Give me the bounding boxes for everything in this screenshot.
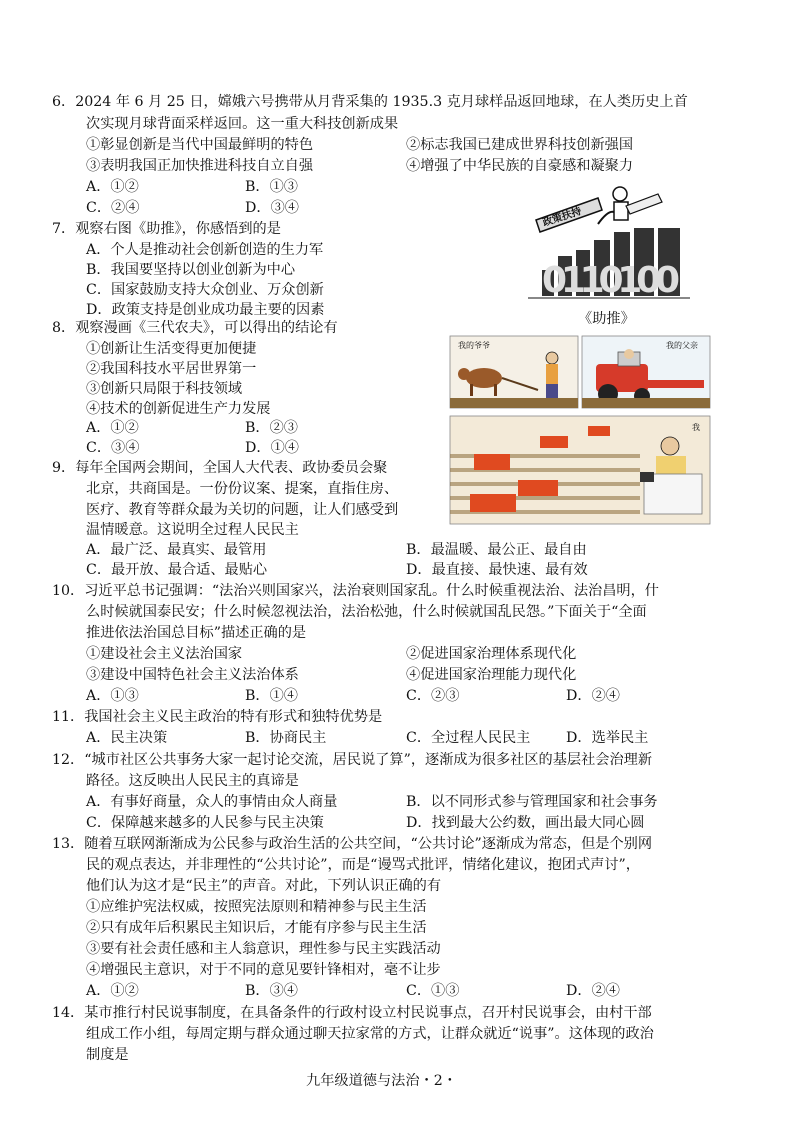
q13-statement-1: ①应维护宪法权威，按照宪法原则和精神参与民主生活 (86, 899, 427, 915)
q9-option-d: D．最直接、最快速、最有效 (406, 562, 588, 578)
q9-stem-line2: 北京，共商国是。一份份议案、提案，直指住房、 (86, 481, 399, 497)
q9-stem-line1: 9．每年全国两会期间，全国人大代表、政协委员会聚 (52, 460, 388, 476)
q6-option-a: A．①② (86, 179, 139, 195)
q11-option-c: C．全过程人民民主 (406, 730, 531, 746)
q12-option-d: D．找到最大公约数，画出最大同心圆 (406, 815, 645, 831)
q9-option-b: B．最温暖、最公正、最自由 (406, 542, 587, 558)
q6-option-d: D．③④ (245, 200, 299, 216)
q8-option-b: B．②③ (245, 420, 298, 436)
q14-stem-line3: 制度是 (86, 1047, 129, 1063)
q8-stem: 8．观察漫画《三代农夫》，可以得出的结论有 (52, 320, 338, 336)
q11-option-d: D．选举民主 (566, 730, 649, 746)
q8-option-d: D．①④ (245, 440, 299, 456)
cartoon-zhutui (528, 180, 690, 302)
q8-option-a: A．①② (86, 420, 139, 436)
q6-statement-4: ④增强了中华民族的自豪感和凝聚力 (406, 158, 634, 174)
label-me: 我 (692, 423, 700, 432)
q6-stem-line2: 次实现月球背面采样返回。这一重大科技创新成果 (86, 116, 399, 132)
q12-option-b: B．以不同形式参与管理国家和社会事务 (406, 794, 658, 810)
q6-statement-2: ②标志我国已建成世界科技创新强国 (406, 137, 634, 153)
q14-stem-line1: 14．某市推行村民说事制度，在具备条件的行政村设立村民说事点，召开村民说事会，由村干部 (52, 1005, 652, 1021)
q8-statement-1: ①创新让生活变得更加便捷 (86, 341, 257, 357)
q7-option-b: B．我国要坚持以创业创新为中心 (86, 262, 296, 278)
q11-option-a: A．民主决策 (86, 730, 168, 746)
cartoon-banner-text: 政策扶持 (541, 206, 583, 229)
q13-stem-line3: 他们认为这才是“民主”的声音。对此，下列认识正确的有 (86, 878, 442, 894)
q8-statement-2: ②我国科技水平居世界第一 (86, 361, 257, 377)
q10-statement-2: ②促进国家治理体系现代化 (406, 646, 577, 662)
q13-option-d: D．②④ (566, 983, 620, 999)
q10-statement-3: ③建设中国特色社会主义法治体系 (86, 667, 299, 683)
q13-stem-line1: 13．随着互联网渐渐成为公民参与政治生活的公共空间，“公共讨论”逐渐成为常态，但是个别网 (52, 836, 653, 852)
q9-option-c: C．最开放、最合适、最贴心 (86, 562, 268, 578)
q13-statement-3: ③要有社会责任感和主人翁意识，理性参与民主实践活动 (86, 941, 441, 957)
q12-option-c: C．保障越来越多的人民参与民主决策 (86, 815, 324, 831)
q13-option-a: A．①② (86, 983, 139, 999)
q13-statement-2: ②只有成年后积累民主知识后，才能有序参与民主生活 (86, 920, 427, 936)
q13-option-b: B．③④ (245, 983, 298, 999)
q7-stem: 7．观察右图《助推》，你感悟到的是 (52, 221, 281, 237)
q14-stem-line2: 组成工作小组，每周定期与群众通过聊天拉家常的方式，让群众就近“说事”。这体现的政治 (86, 1026, 654, 1042)
q7-option-c: C．国家鼓励支持大众创业、万众创新 (86, 282, 324, 298)
q12-stem-line1: 12．“城市社区公共事务大家一起讨论交流，居民说了算”，逐渐成为很多社区的基层社会治理新 (52, 752, 653, 768)
q10-statement-4: ④促进国家治理能力现代化 (406, 667, 577, 683)
cartoon-three-generations-drawing (448, 334, 712, 526)
q9-stem-line3: 医疗、教育等群众最为关切的问题，让人们感受到 (86, 502, 399, 518)
q10-statement-1: ①建设社会主义法治国家 (86, 646, 243, 662)
q10-stem-line2: 么时候就国泰民安；什么时候忽视法治，法治松弛，什么时候就国乱民怨。”下面关于“全面 (86, 604, 647, 620)
cartoon-digits: 0110100 (542, 260, 680, 301)
page-footer: 九年级道德与法治・2・ (306, 1073, 457, 1089)
cartoon-zhutui-caption: 《助推》 (578, 311, 635, 327)
q11-stem: 11．我国社会主义民主政治的特有形式和独特优势是 (52, 709, 383, 725)
q8-statement-4: ④技术的创新促进生产力发展 (86, 401, 271, 417)
q6-statement-3: ③表明我国正加快推进科技自立自强 (86, 158, 314, 174)
q10-option-a: A．①③ (86, 688, 139, 704)
label-father: 我的父亲 (666, 341, 698, 350)
cartoon-three-generations (448, 334, 712, 526)
q8-option-c: C．③④ (86, 440, 140, 456)
q9-stem-line4: 温情暖意。这说明全过程人民民主 (86, 522, 299, 538)
cartoon-zhutui-drawing (528, 180, 690, 302)
q10-option-c: C．②③ (406, 688, 460, 704)
q6-option-c: C．②④ (86, 200, 140, 216)
q13-option-c: C．①③ (406, 983, 460, 999)
q6-stem-line1: 6．2024 年 6 月 25 日，嫦娥六号携带从月背采集的 1935.3 克月球样品返回地球，在人类历史上首 (52, 94, 688, 110)
q13-stem-line2: 民的观点表达，并非理性的“公共讨论”，而是“谩骂式批评，情绪化建议，抱团式声讨”， (86, 857, 640, 873)
q6-statement-1: ①彰显创新是当代中国最鲜明的特色 (86, 137, 314, 153)
q10-stem-line3: 推进依法治国总目标”描述正确的是 (86, 625, 307, 641)
q8-statement-3: ③创新只局限于科技领域 (86, 381, 243, 397)
q10-stem-line1: 10．习近平总书记强调：“法治兴则国家兴，法治衰则国家乱。什么时候重视法治、法治昌明，什 (52, 583, 659, 599)
q12-option-a: A．有事好商量，众人的事情由众人商量 (86, 794, 338, 810)
q12-stem-line2: 路径。这反映出人民民主的真谛是 (86, 773, 299, 789)
q9-option-a: A．最广泛、最真实、最管用 (86, 542, 267, 558)
q11-option-b: B．协商民主 (245, 730, 327, 746)
q7-option-d: D．政策支持是创业成功最主要的因素 (86, 302, 325, 318)
q10-option-d: D．②④ (566, 688, 620, 704)
q6-option-b: B．①③ (245, 179, 298, 195)
q13-statement-4: ④增强民主意识，对于不同的意见要针锋相对，毫不让步 (86, 962, 441, 978)
q7-option-a: A．个人是推动社会创新创造的生力军 (86, 242, 324, 258)
label-grandpa: 我的爷爷 (458, 341, 490, 350)
q10-option-b: B．①④ (245, 688, 298, 704)
